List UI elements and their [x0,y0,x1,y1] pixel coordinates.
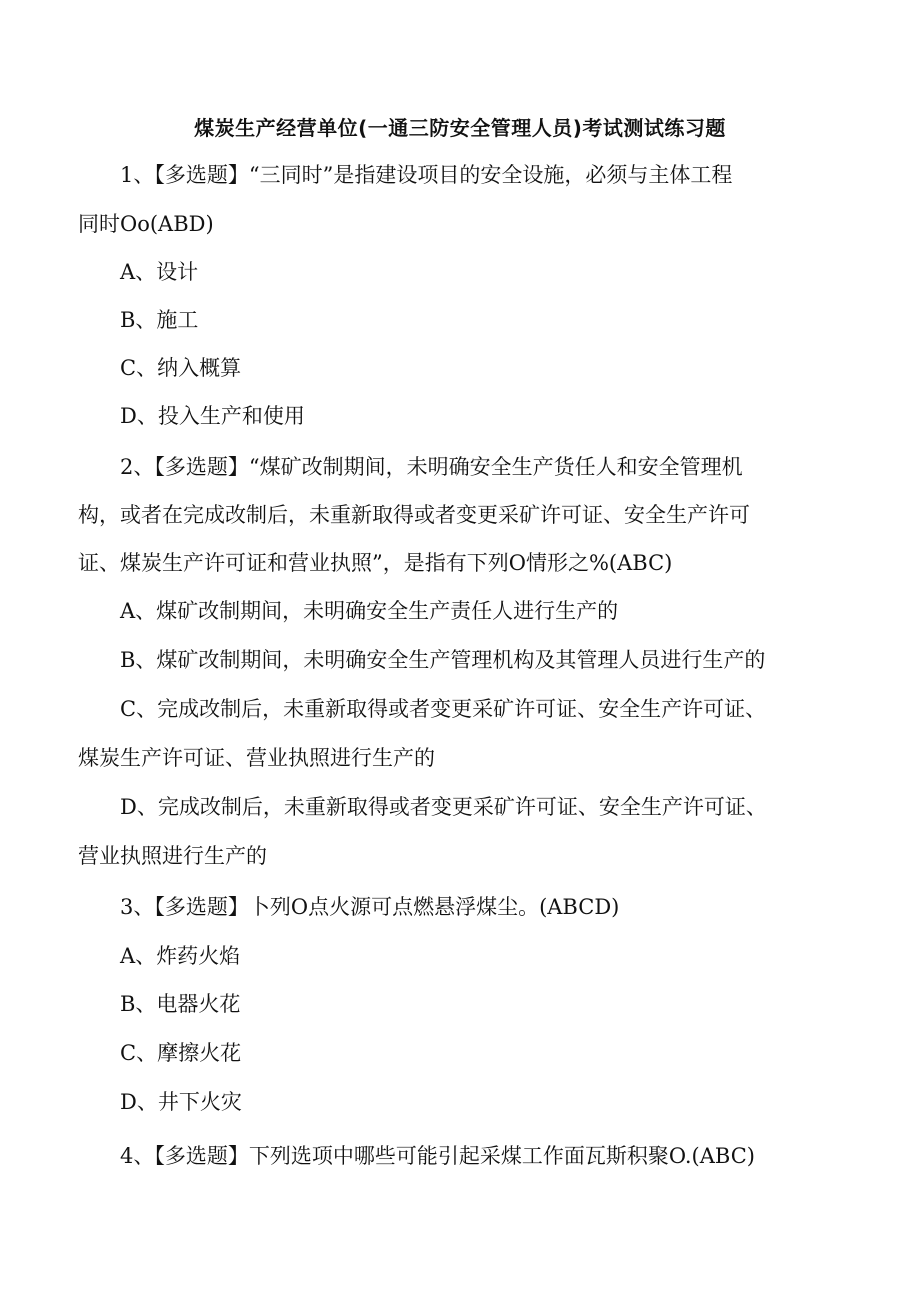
question-2-option-d-cont: 营业执照进行生产的 [78,844,267,868]
question-3-option-b: B、电器火花 [120,992,241,1016]
question-1-option-d: D、投入生产和使用 [120,404,305,428]
document-title: 煤炭生产经营单位(一通三防安全管理人员)考试测试练习题 [194,116,726,140]
question-3-option-a: A、炸药火焰 [120,944,241,968]
question-2-option-a: A、煤矿改制期间，未明确安全生产责任人进行生产的 [120,599,619,623]
question-3-option-c: C、摩擦火花 [120,1041,242,1065]
question-2-option-b: B、煤矿改制期间，未明确安全生产管理机构及其管理人员进行生产的 [120,648,766,672]
question-1-stem-cont: 同时Oo(ABD) [78,212,214,236]
question-2-option-c: C、完成改制后，未重新取得或者变更采矿许可证、安全生产许可证、 [120,697,767,721]
question-3-stem: 3、【多选题】卜列O点火源可点燃悬浮煤尘。(ABCD) [120,895,620,919]
question-3-option-d: D、井下火灾 [120,1090,242,1114]
question-2-stem-cont-1: 构，或者在完成改制后，未重新取得或者变更采矿许可证、安全生产许可 [78,503,750,527]
question-4-stem: 4、【多选题】下列选项中哪些可能引起采煤工作面瓦斯积聚O.(ABC) [120,1144,755,1168]
question-1-option-b: B、施工 [120,308,199,332]
question-2-stem: 2、【多选题】“煤矿改制期间，未明确安全生产货任人和安全管理机 [120,455,743,479]
question-2-stem-cont-2: 证、煤炭生产许可证和营业执照”，是指有下列O情形之%(ABC) [78,551,673,575]
question-2-option-d: D、完成改制后，未重新取得或者变更采矿许可证、安全生产许可证、 [120,795,767,819]
question-1-stem: 1、【多选题】“三同时”是指建设项目的安全设施，必须与主体工程 [120,163,733,187]
question-1-option-c: C、纳入概算 [120,356,242,380]
question-1-option-a: A、设计 [120,260,199,284]
question-2-option-c-cont: 煤炭生产许可证、营业执照进行生产的 [78,746,435,770]
